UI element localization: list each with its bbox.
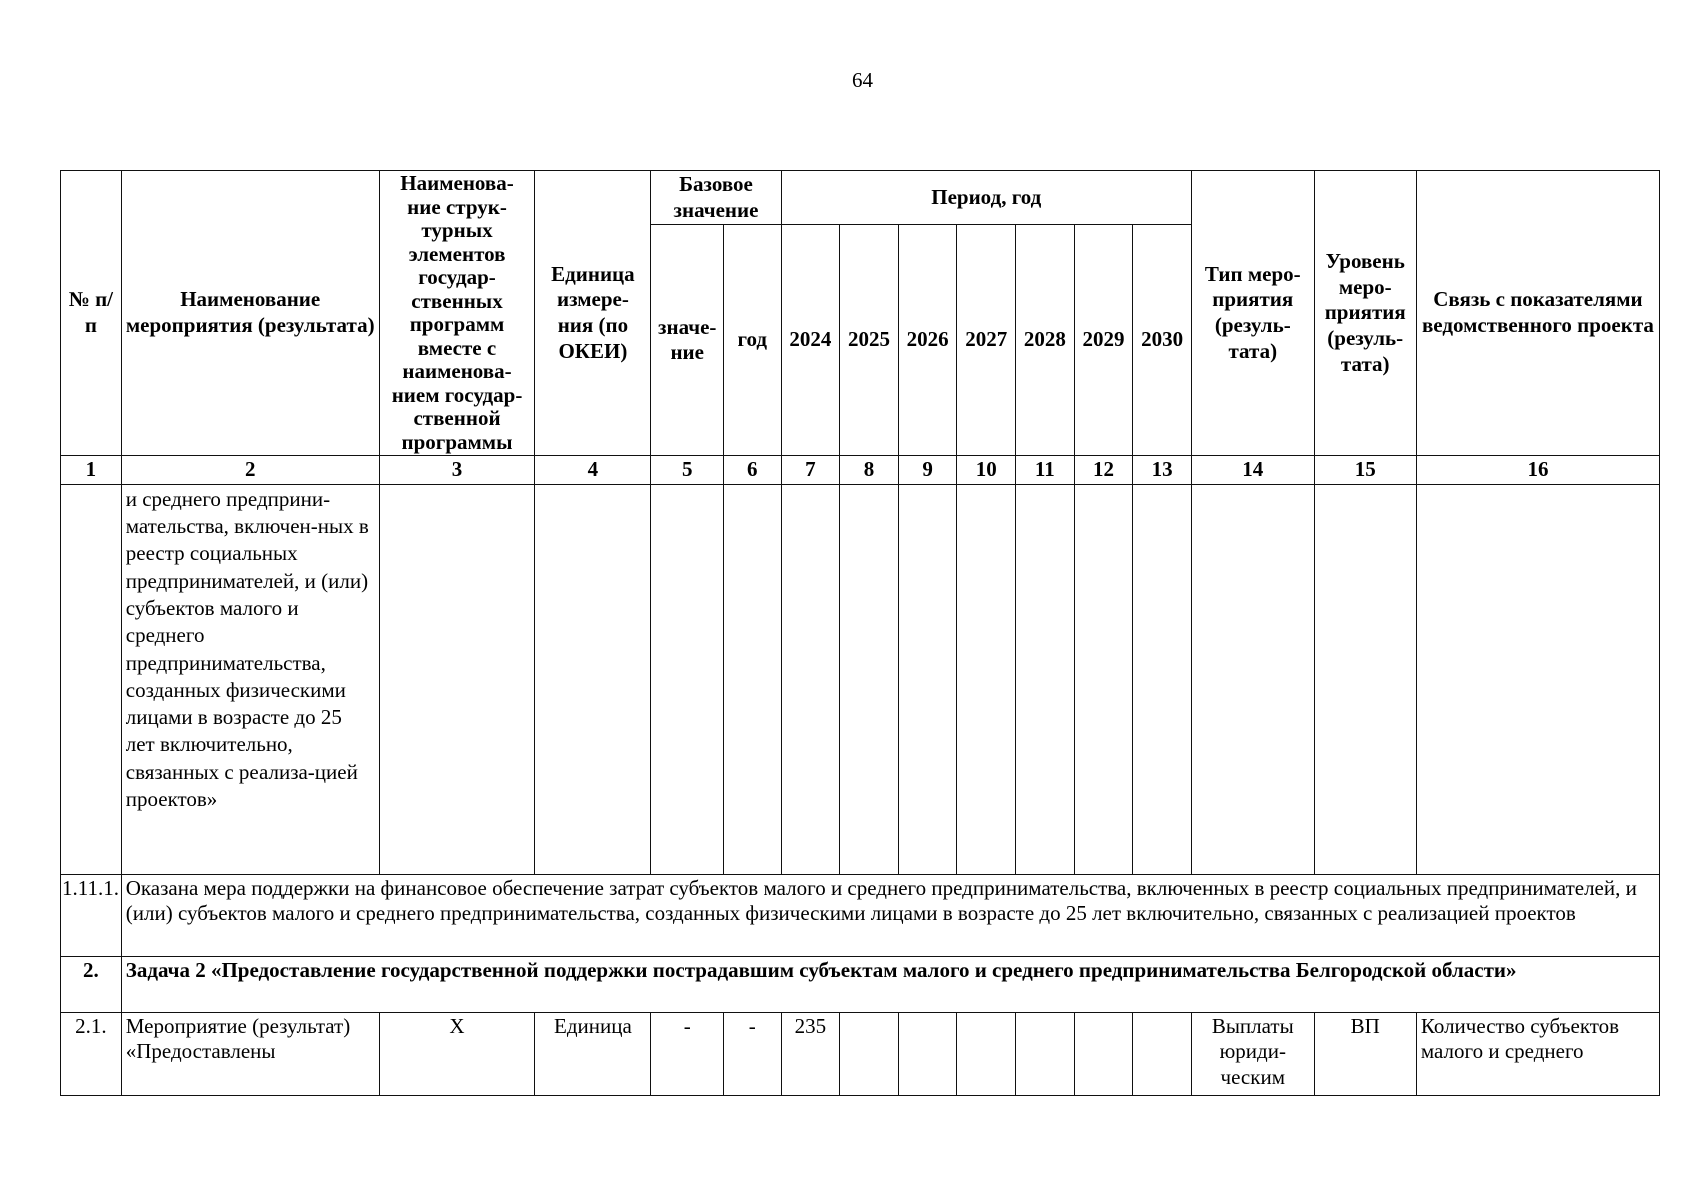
- base-year-cell: -: [723, 1012, 781, 1095]
- header-base-value: значе-ние: [651, 225, 723, 456]
- header-base-group: Базовое значение: [651, 171, 781, 225]
- column-number: 13: [1133, 456, 1192, 485]
- unit-cell: Единица: [535, 1012, 651, 1095]
- row-2-1: [61, 1012, 1660, 1095]
- header-name: Наименование мероприятия (результата): [121, 171, 379, 456]
- continuation-text: и среднего предприни-мательства, включен-ных в реестр социальных предпринимателей, и (или) субъектов малого и среднего предпринимательства, созданных физическими лицами в возрасте до 25 лет включительно, связанных с реализа-цией проектов»: [121, 484, 379, 874]
- header-year-2024: 2024: [781, 225, 840, 456]
- link-cell: Количество субъектов малого и среднего: [1416, 1012, 1659, 1095]
- row-number: 1.11.1.: [61, 874, 122, 956]
- column-number: 12: [1074, 456, 1133, 485]
- column-number: 4: [535, 456, 651, 485]
- column-number: 15: [1314, 456, 1416, 485]
- task-number: 2.: [61, 956, 122, 1012]
- year-2024-cell: 235: [781, 1012, 840, 1095]
- page-number: 64: [852, 68, 873, 92]
- header-year-2030: 2030: [1133, 225, 1192, 456]
- column-number: 11: [1016, 456, 1075, 485]
- header-year-2028: 2028: [1016, 225, 1075, 456]
- row-1-11-1: [61, 874, 1660, 956]
- header-year-2029: 2029: [1074, 225, 1133, 456]
- row-text: Оказана мера поддержки на финансовое обеспечение затрат субъектов малого и среднего предпринимательства, включенных в реестр социальных предпринимателей, и (или) субъектов малого и среднего предпринимательства, созданных физическими лицами в возрасте до 25 лет включительно, связанных с реализацией проектов: [121, 874, 1659, 956]
- task-2-row: [61, 956, 1660, 1012]
- header-year-2027: 2027: [957, 225, 1016, 456]
- column-number: 3: [379, 456, 535, 485]
- type-cell: Выплаты юриди-ческим: [1191, 1012, 1314, 1095]
- column-number: 2: [121, 456, 379, 485]
- header-struct: Наименова-ние струк-турных элементов государ-ственных программ вместе с наименова-нием государ-ственной программы: [379, 171, 535, 456]
- column-number: 7: [781, 456, 840, 485]
- column-number: 1: [61, 456, 122, 485]
- column-number: 9: [898, 456, 957, 485]
- continuation-row: [61, 484, 1660, 874]
- column-number: 6: [723, 456, 781, 485]
- measure-name: Мероприятие (результат) «Предоставлены: [121, 1012, 379, 1095]
- header-link: Связь с показателями ведомственного проекта: [1416, 171, 1659, 456]
- column-number: 16: [1416, 456, 1659, 485]
- header-num: № п/п: [61, 171, 122, 456]
- struct-cell: Х: [379, 1012, 535, 1095]
- header-period-group: Период, год: [781, 171, 1191, 225]
- header-type: Тип меро-приятия (резуль-тата): [1191, 171, 1314, 456]
- column-number: 14: [1191, 456, 1314, 485]
- level-cell: ВП: [1314, 1012, 1416, 1095]
- header-level: Уровень меро-приятия (резуль-тата): [1314, 171, 1416, 456]
- header-unit: Единица измере-ния (по ОКЕИ): [535, 171, 651, 456]
- column-number: 5: [651, 456, 723, 485]
- column-number-row: [61, 456, 1660, 485]
- base-value-cell: -: [651, 1012, 723, 1095]
- task-text: Задача 2 «Предоставление государственной поддержки пострадавшим субъектам малого и среднего предпринимательства Белгородской области»: [121, 956, 1659, 1012]
- measures-table: [60, 170, 1660, 1096]
- row-number: 2.1.: [61, 1012, 122, 1095]
- header-base-year: год: [723, 225, 781, 456]
- header-year-2025: 2025: [840, 225, 899, 456]
- header-row-1: [61, 171, 1660, 225]
- column-number: 10: [957, 456, 1016, 485]
- column-number: 8: [840, 456, 899, 485]
- header-year-2026: 2026: [898, 225, 957, 456]
